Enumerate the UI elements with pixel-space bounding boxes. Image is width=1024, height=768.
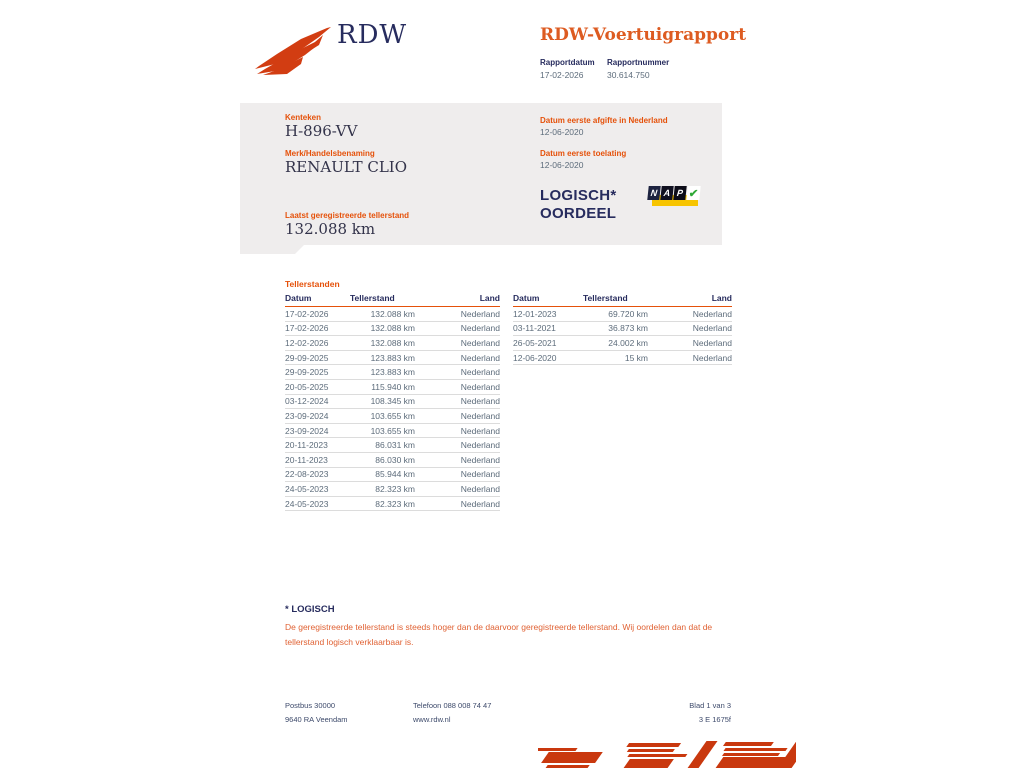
- footer-page-indicator: Blad 1 van 3: [689, 701, 731, 710]
- cell-tellerstand: 123.883 km: [370, 367, 415, 378]
- nap-check-icon: ✔: [686, 186, 700, 200]
- decorative-stripes-icon: [538, 736, 796, 768]
- rdw-bird-icon: [253, 26, 333, 76]
- cell-tellerstand: 103.655 km: [370, 410, 415, 421]
- cell-land: Nederland: [460, 323, 500, 334]
- cell-tellerstand: 123.883 km: [370, 352, 415, 363]
- cell-datum: 12-02-2026: [285, 337, 329, 348]
- cell-tellerstand: 86.031 km: [375, 440, 415, 451]
- footer-address-line1: Postbus 30000: [285, 701, 336, 710]
- table-row: [285, 438, 500, 453]
- cell-tellerstand: 36.873 km: [608, 323, 648, 334]
- cell-land: Nederland: [460, 498, 500, 509]
- cell-land: Nederland: [460, 454, 500, 465]
- cell-datum: 23-09-2024: [285, 425, 329, 436]
- logisch-footnote-heading: * LOGISCH: [285, 604, 335, 615]
- cell-datum: 12-06-2020: [513, 352, 557, 363]
- page-title: RDW-Voertuigrapport: [540, 25, 747, 45]
- cell-land: Nederland: [460, 425, 500, 436]
- oordeel-line2: OORDEEL: [540, 205, 617, 222]
- report-date-label: Rapportdatum: [540, 58, 595, 67]
- table-body-left: [285, 307, 500, 511]
- table-row: [285, 497, 500, 512]
- oordeel-line1: LOGISCH*: [540, 187, 617, 204]
- cell-land: Nederland: [460, 440, 500, 451]
- report-number-value: 30.614.750: [607, 70, 650, 80]
- kenteken-value: H-896-VV: [285, 122, 358, 140]
- toelating-value: 12-06-2020: [540, 160, 584, 170]
- cell-datum: 24-05-2023: [285, 498, 329, 509]
- cell-datum: 20-11-2023: [285, 440, 328, 451]
- footer-form-code: 3 E 1675f: [698, 715, 731, 724]
- nap-letter-n: N: [647, 186, 660, 200]
- cell-tellerstand: 82.323 km: [375, 498, 415, 509]
- cell-tellerstand: 85.944 km: [375, 469, 415, 480]
- cell-tellerstand: 69.720 km: [608, 308, 648, 319]
- table-row: [285, 482, 500, 497]
- header-land: Land: [479, 293, 500, 303]
- logo-wordmark: RDW: [337, 20, 408, 50]
- laatste-tellerstand-label: Laatst geregistreerde tellerstand: [285, 211, 410, 220]
- afgifte-label: Datum eerste afgifte in Nederland: [540, 116, 668, 125]
- tellerstanden-section-title: Tellerstanden: [285, 279, 340, 289]
- footer-address-line2: 9640 RA Veendam: [285, 715, 348, 724]
- cell-land: Nederland: [460, 469, 500, 480]
- cell-land: Nederland: [460, 396, 500, 407]
- vehicle-summary-panel-tab: [240, 245, 304, 254]
- nap-logo: [648, 186, 700, 210]
- header-land: Land: [711, 293, 732, 303]
- table-row: [285, 424, 500, 439]
- table-row: [285, 322, 500, 337]
- laatste-tellerstand-value: 132.088 km: [285, 220, 376, 238]
- table-row: [285, 409, 500, 424]
- header-datum: Datum: [285, 293, 312, 303]
- cell-land: Nederland: [460, 308, 500, 319]
- table-row: [513, 351, 732, 366]
- cell-land: Nederland: [460, 337, 500, 348]
- table-row: [513, 336, 732, 351]
- table-row: [285, 395, 500, 410]
- cell-tellerstand: 103.655 km: [370, 425, 415, 436]
- cell-datum: 17-02-2026: [285, 308, 329, 319]
- cell-datum: 20-11-2023: [285, 454, 328, 465]
- cell-tellerstand: 24.002 km: [608, 337, 648, 348]
- cell-datum: 29-09-2025: [285, 367, 329, 378]
- table-row: [285, 380, 500, 395]
- table-header-row: [285, 291, 500, 307]
- header-tellerstand: Tellerstand: [350, 293, 395, 303]
- table-row: [285, 453, 500, 468]
- report-date-value: 17-02-2026: [540, 70, 584, 80]
- table-row: [513, 322, 732, 337]
- cell-land: Nederland: [460, 381, 500, 392]
- cell-tellerstand: 15 km: [624, 352, 648, 363]
- afgifte-value: 12-06-2020: [540, 127, 584, 137]
- table-header-row: [513, 291, 732, 307]
- cell-land: Nederland: [692, 323, 732, 334]
- cell-land: Nederland: [460, 410, 500, 421]
- table-row: [285, 336, 500, 351]
- merk-value: RENAULT CLIO: [285, 158, 408, 176]
- logisch-footnote-body: De geregistreerde tellerstand is steeds hoger dan de daarvoor geregistreerde tellerstand. Wij oordelen dan dat de tellerstand logisch verklaarbaar is.: [285, 622, 713, 647]
- cell-tellerstand: 132.088 km: [370, 308, 415, 319]
- table-row: [285, 307, 500, 322]
- cell-datum: 12-01-2023: [513, 308, 557, 319]
- cell-land: Nederland: [692, 308, 732, 319]
- footer-website: www.rdw.nl: [413, 715, 451, 724]
- kenteken-label: Kenteken: [285, 113, 322, 122]
- oordeel-text: [540, 187, 617, 223]
- nap-letter-a: A: [660, 186, 673, 200]
- table-row: [285, 365, 500, 380]
- cell-datum: 22-08-2023: [285, 469, 329, 480]
- cell-datum: 24-05-2023: [285, 483, 329, 494]
- cell-land: Nederland: [692, 337, 732, 348]
- table-row: [285, 351, 500, 366]
- rdw-logo-icon: [253, 26, 333, 76]
- table-body-right: [513, 307, 732, 365]
- cell-land: Nederland: [460, 352, 500, 363]
- cell-tellerstand: 82.323 km: [375, 483, 415, 494]
- cell-datum: 20-05-2025: [285, 381, 329, 392]
- footer-phone: Telefoon 088 008 74 47: [413, 701, 492, 710]
- cell-datum: 03-12-2024: [285, 396, 329, 407]
- nap-letter-p: P: [673, 186, 686, 200]
- table-row: [285, 468, 500, 483]
- toelating-label: Datum eerste toelating: [540, 149, 627, 158]
- cell-tellerstand: 132.088 km: [370, 323, 415, 334]
- tellerstanden-table-left: [285, 291, 500, 511]
- cell-datum: 23-09-2024: [285, 410, 329, 421]
- tellerstanden-table-right: [513, 291, 732, 365]
- cell-tellerstand: 132.088 km: [370, 337, 415, 348]
- table-row: [513, 307, 732, 322]
- cell-land: Nederland: [692, 352, 732, 363]
- cell-datum: 26-05-2021: [513, 337, 557, 348]
- cell-land: Nederland: [460, 483, 500, 494]
- report-number-label: Rapportnummer: [607, 58, 670, 67]
- cell-tellerstand: 86.030 km: [375, 454, 415, 465]
- cell-tellerstand: 108.345 km: [370, 396, 415, 407]
- header-datum: Datum: [513, 293, 540, 303]
- cell-datum: 03-11-2021: [513, 323, 556, 334]
- cell-datum: 29-09-2025: [285, 352, 329, 363]
- header-tellerstand: Tellerstand: [583, 293, 628, 303]
- cell-datum: 17-02-2026: [285, 323, 329, 334]
- cell-tellerstand: 115.940 km: [371, 381, 415, 392]
- cell-land: Nederland: [460, 367, 500, 378]
- merk-label: Merk/Handelsbenaming: [285, 149, 375, 158]
